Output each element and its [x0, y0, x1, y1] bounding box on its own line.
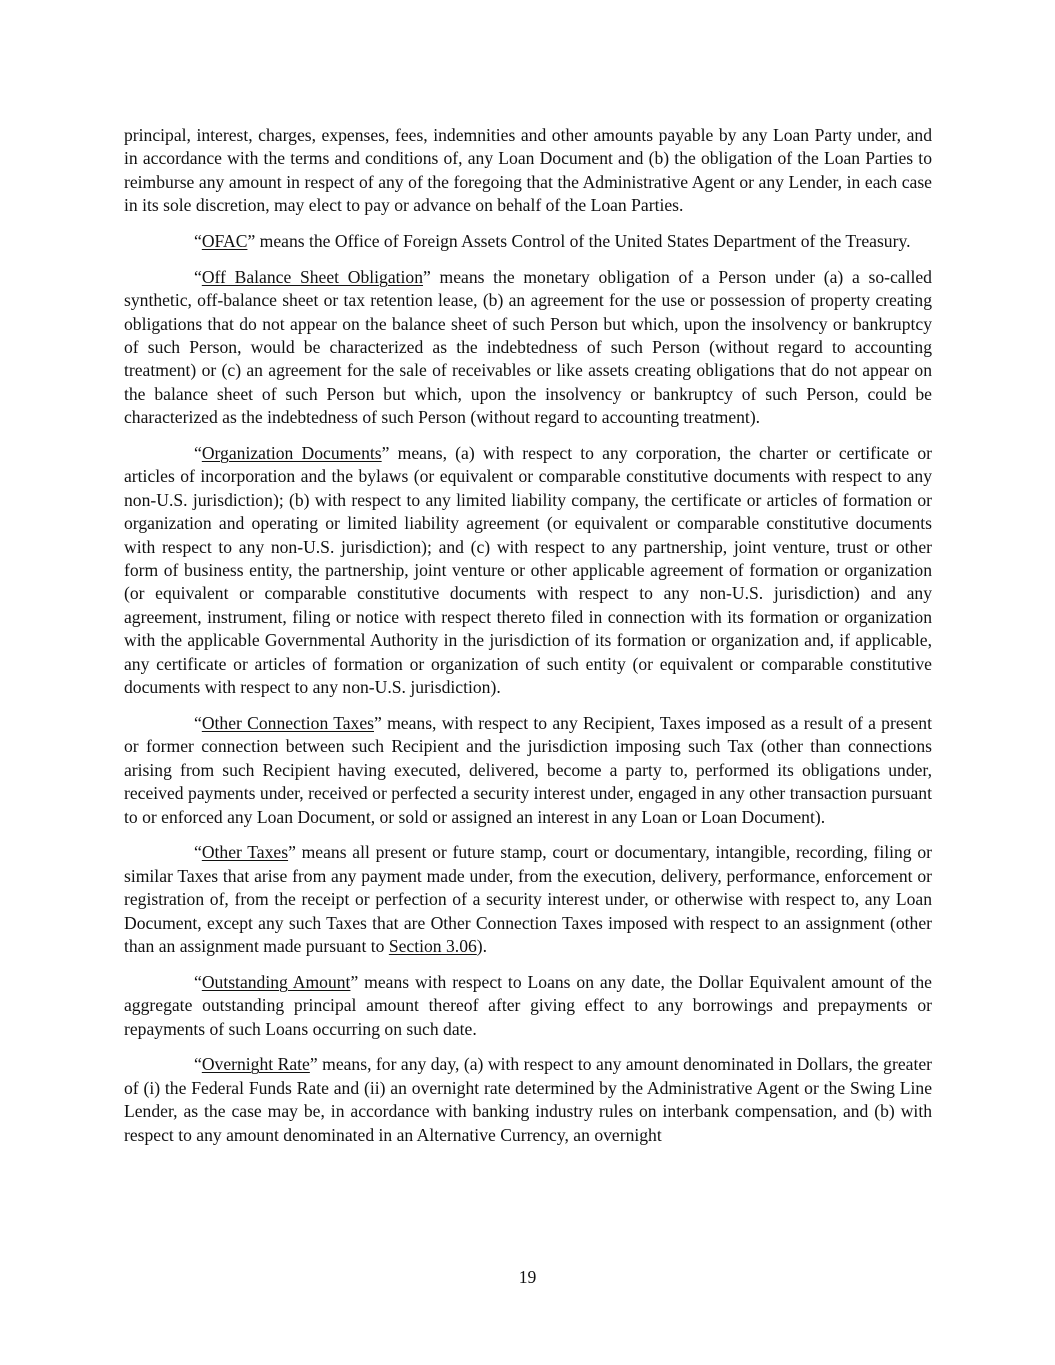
- section-cross-reference: Section 3.06: [388, 935, 477, 956]
- open-quote: “: [194, 231, 202, 252]
- close-quote: ”: [309, 1054, 318, 1075]
- open-quote: “: [194, 712, 202, 733]
- document-body: [124, 124, 932, 1159]
- definition-text: means the monetary obligation of a Person under (a) a so-called synthetic, off-balance sheet or tax retention lease, (b) an agreement for the use or possession of property creating obligations that do not appear on the balance sheet of such Person but which, upon the insolvency or bankruptcy of such Person, would be characterized as the indebtedness of such Person (without regard to accounting treatment) or (c) an agreement for the sale of receivables or like assets creating obligations that do not appear on the balance sheet of such Person but which, upon the insolvency or bankruptcy of such Person, could be characterized as the indebtedness of such Person (without regard to accounting treatment).: [124, 266, 932, 428]
- close-quote: ”: [247, 231, 256, 252]
- definition-ofac: [124, 230, 932, 253]
- definition-text: means, with respect to any Recipient, Taxes imposed as a result of a present or former connection between such Recipient and the jurisdiction imposing such Tax (other than connections arising from such Recipient having executed, delivered, become a party to, performed its obligations under, received payments under, received or perfected a security interest under, engaged in any other transaction pursuant to or enforced any Loan Document, or sold or assigned an interest in any Loan or Loan Document).: [124, 712, 932, 827]
- open-quote: “: [194, 443, 202, 464]
- open-quote: “: [194, 971, 202, 992]
- defined-term: Overnight Rate: [201, 1054, 310, 1075]
- defined-term: Other Connection Taxes: [201, 712, 375, 733]
- open-quote: “: [194, 842, 202, 863]
- definition-other-taxes: [124, 841, 932, 958]
- close-quote: ”: [350, 971, 359, 992]
- definition-off-balance-sheet-obligation: [124, 266, 932, 430]
- page-number: 19: [518, 1267, 537, 1287]
- definition-overnight-rate: [124, 1053, 932, 1147]
- definition-text: means, (a) with respect to any corporation, the charter or certificate or articles of incorporation and the bylaws (or equivalent or comparable constitutive documents with respect to any non-U.S. jurisdiction); (b) with respect to any limited liability company, the certificate or articles of formation or organization and operating or limited liability agreement (or equivalent or comparable constitutive documents with respect to any non-U.S. jurisdiction); and (c) with respect to any partnership, joint venture, trust or other form of business entity, the partnership, joint venture or other applicable agreement of formation or organization (or equivalent or comparable constitutive documents with respect to any non-U.S. jurisdiction) and any agreement, instrument, filing or notice with respect thereto filed in connection with its formation or organization with the applicable Governmental Authority in the jurisdiction of its formation or organization and, if applicable, any certificate or articles of formation or organization of such entity (or equivalent or comparable constitutive documents with respect to any non-U.S. jurisdiction).: [124, 443, 933, 698]
- defined-term: OFAC: [201, 231, 248, 252]
- close-quote: ”: [381, 443, 390, 464]
- close-quote: ”: [374, 712, 382, 733]
- definition-other-connection-taxes: [124, 712, 932, 829]
- definition-text: means, for any day, (a) with respect to any amount denominated in Dollars, the greater of (i) the Federal Funds Rate and (ii) an overnight rate determined by the Administrative Agent or the Swing Line Lender, as the case may be, in accordance with banking industry rules on interbank compensation, and (b) with respect to any amount denominated in an Alternative Currency, an overnight: [124, 1054, 933, 1145]
- definition-text: means the Office of Foreign Assets Control of the United States Department of the Treasury.: [255, 231, 911, 252]
- defined-term: Other Taxes: [201, 842, 289, 863]
- definition-tail: ).: [476, 935, 488, 956]
- definition-text: means all present or future stamp, court or documentary, intangible, recording, filing or similar Taxes that arise from any payment made under, from the execution, delivery, performance, enforcement or registration of, from the receipt or perfection of a security interest under, or otherwise with respect to, any Loan Document, except any such Taxes that are Other Connection Taxes imposed with respect to an assignment (other than an assignment made pursuant to: [124, 842, 932, 956]
- open-quote: “: [194, 1054, 202, 1075]
- paragraph-text: principal, interest, charges, expenses, fees, indemnities and other amounts payable by any Loan Party under, and in accordance with the terms and conditions of, any Loan Document and (b) the obligation of the Loan Parties to reimburse any amount in respect of any of the foregoing that the Administrative Agent or any Lender, in each case in its sole discretion, may elect to pay or advance on behalf of the Loan Parties.: [124, 125, 932, 216]
- defined-term: Outstanding Amount: [201, 971, 351, 992]
- close-quote: ”: [423, 266, 431, 287]
- definition-outstanding-amount: [124, 971, 932, 1041]
- open-quote: “: [194, 266, 202, 287]
- defined-term: Organization Documents: [201, 443, 382, 464]
- close-quote: ”: [288, 842, 296, 863]
- paragraph-continuation: [124, 124, 932, 218]
- definition-organization-documents: [124, 442, 932, 699]
- defined-term: Off Balance Sheet Obligation: [201, 266, 424, 287]
- definition-text: means with respect to Loans on any date, the Dollar Equivalent amount of the aggregate outstanding principal amount thereof after giving effect to any borrowings and prepayments or repayments of such Loans occurring on such date.: [124, 971, 932, 1039]
